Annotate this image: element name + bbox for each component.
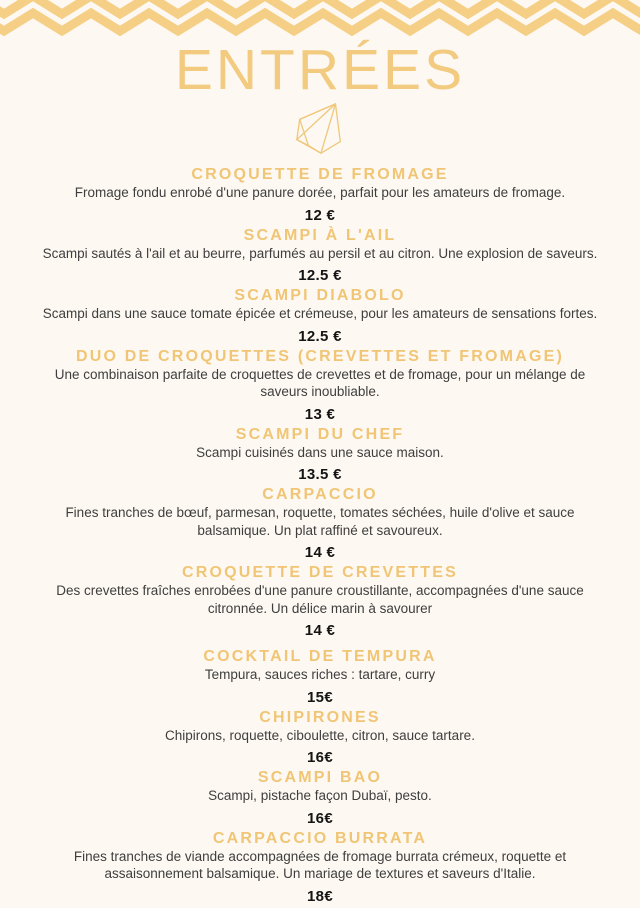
menu-item-name: SCAMPI À L'AIL [243, 226, 397, 244]
menu-item-price: 18€ [307, 887, 333, 905]
menu-item-description: Fromage fondu enrobé d'une panure dorée, parfait pour les amateurs de fromage. [74, 185, 566, 200]
menu-item-description: Fines tranches de bœuf, parmesan, roquette, tomates séchées, huile d'olive et sauce balsamique. Un plat raffiné et savoureux. [65, 505, 575, 538]
zigzag-pattern-icon [0, 0, 640, 42]
menu-item [0, 166, 640, 223]
menu-item [0, 348, 640, 422]
menu-item-price: 16€ [307, 749, 333, 766]
gem-icon [288, 101, 352, 159]
menu-item-price: 13.5 € [298, 466, 342, 483]
menu-item-price: 14 € [304, 622, 336, 639]
menu-item-description: Chipirons, roquette, ciboulette, citron, sauce tartare. [165, 727, 475, 743]
menu-item-name: CARPACCIO [262, 486, 378, 503]
menu-item-name: CROQUETTE DE CREVETTES [182, 564, 458, 581]
menu-item-price: 12 € [304, 206, 336, 224]
menu-item-description: Une combinaison parfaite de croquettes de crevettes et de fromage, pour un mélange de saveurs inoubliable. [54, 366, 586, 399]
menu-item [0, 830, 640, 904]
menu-item [0, 709, 640, 766]
menu-list [0, 166, 640, 904]
menu-item [0, 486, 640, 560]
menu-item-name: SCAMPI DIABOLO [234, 287, 406, 304]
menu-item-price: 14 € [304, 544, 336, 561]
menu-item-name: DUO DE CROQUETTES (CREVETTES ET FROMAGE) [75, 347, 564, 365]
menu-item-description: Scampi sautés à l'ail et au beurre, parfumés au persil et au citron. Une explosion de saveurs. [42, 245, 598, 261]
menu-item-description: Tempura, sauces riches : tartare, curry [204, 667, 436, 682]
menu-item [0, 769, 640, 826]
page-header [0, 0, 640, 159]
menu-item [0, 564, 640, 638]
menu-item [0, 648, 640, 705]
menu-item-price: 12.5 € [298, 327, 342, 345]
menu-item-description: Fines tranches de viande accompagnées de fromage burrata crémeux, roquette et assaisonnement balsamique. Un mariage de textures et saveurs d'Italie. [73, 848, 567, 881]
menu-item [0, 287, 640, 344]
menu-item-name: SCAMPI DU CHEF [235, 425, 405, 443]
page-title: ENTRÉES [174, 38, 466, 102]
menu-item-name: CROQUETTE DE FROMAGE [191, 166, 449, 183]
menu-item-price: 12.5 € [298, 267, 342, 284]
menu-item-name: CARPACCIO BURRATA [212, 829, 428, 847]
menu-item-price: 16€ [307, 809, 333, 827]
menu-item-description: Scampi cuisinés dans une sauce maison. [196, 444, 444, 460]
menu-item-name: COCKTAIL DE TEMPURA [203, 648, 437, 665]
menu-item-description: Scampi dans une sauce tomate épicée et crémeuse, pour les amateurs de sensations fortes. [42, 306, 598, 321]
menu-item-name: SCAMPI BAO [257, 769, 383, 786]
menu-item [0, 426, 640, 483]
menu-item-description: Scampi, pistache façon Dubaï, pesto. [208, 788, 432, 803]
menu-item [0, 227, 640, 284]
menu-item-name: CHIPIRONES [259, 708, 381, 726]
menu-item-description: Des crevettes fraîches enrobées d'une panure croustillante, accompagnées d'une sauce citronnée. Un délice marin à savourer [56, 583, 584, 616]
menu-item-price: 13 € [304, 405, 336, 423]
menu-item-price: 15€ [307, 688, 333, 706]
